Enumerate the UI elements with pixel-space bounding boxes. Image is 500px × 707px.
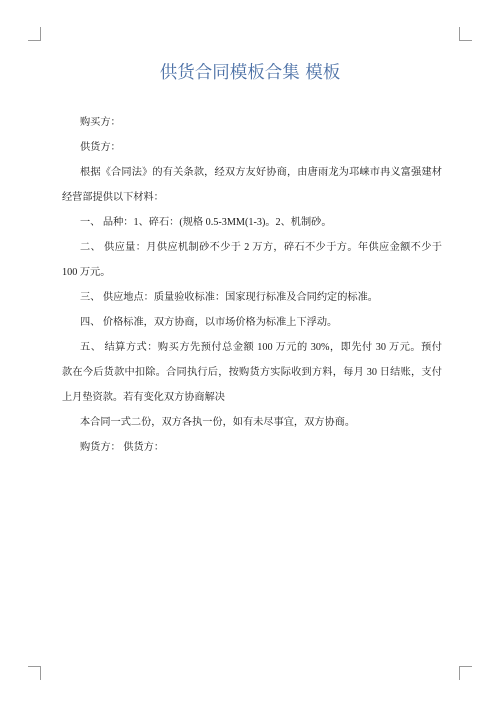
paragraph-line: 供货方：	[80, 142, 121, 153]
crop-mark-top-right-horizontal	[459, 40, 472, 41]
crop-mark-bottom-left-vertical	[40, 666, 41, 680]
clause-5-settlement	[62, 335, 442, 410]
paragraph-line: 款在今后货款中扣除。合同执行后，按购货方实际收到方料，每月 30 日结账，支付	[62, 367, 442, 378]
paragraph-line: 三、 供应地点：质量验收标准：国家现行标准及合同约定的标准。	[80, 292, 378, 303]
crop-mark-bottom-left-horizontal	[28, 666, 41, 667]
signature-line	[62, 435, 442, 460]
paragraph-line: 二、 供应量：月供应机制砂不少于 2 万方，碎石不少于方。年供应金额不少于	[80, 242, 442, 253]
paragraph-line: 根据《合同法》的有关条款，经双方友好协商，由唐雨龙为邛崃市冉义富强建材	[80, 167, 442, 178]
crop-mark-top-left-vertical	[40, 27, 41, 41]
clause-1-variety	[62, 210, 442, 235]
paragraph-line: 购买方：	[80, 117, 121, 128]
crop-mark-top-right-vertical	[459, 27, 460, 41]
paragraph-line: 购货方： 供货方：	[80, 442, 165, 453]
clause-3-supply-location	[62, 285, 442, 310]
clause-2-supply-quantity	[62, 235, 442, 285]
preamble-paragraph	[62, 160, 442, 210]
crop-mark-bottom-right-vertical	[459, 666, 460, 680]
crop-mark-top-left-horizontal	[28, 40, 41, 41]
copies-clause	[62, 410, 442, 435]
document-body	[62, 110, 442, 460]
paragraph-line: 经营部提供以下材料：	[62, 192, 164, 203]
crop-mark-bottom-right-horizontal	[459, 666, 472, 667]
paragraph-line: 五、 结算方式：购买方先预付总金额 100 万元的 30%，即先付 30 万元。预付	[80, 342, 442, 353]
paragraph-line: 四、 价格标准，双方协商，以市场价格为标准上下浮动。	[80, 317, 338, 328]
paragraph-line: 一、 品种：1、碎石：(规格 0.5-3MM(1-3)。2、机制砂。	[80, 217, 332, 228]
supplier-line	[62, 135, 442, 160]
paragraph-line: 上月垫资款。若有变化双方协商解决	[62, 392, 225, 403]
buyer-line	[62, 110, 442, 135]
document-title: 供货合同模板合集 模板	[159, 63, 341, 83]
paragraph-line: 100 万元。	[62, 267, 111, 278]
paragraph-line: 本合同一式二份，双方各执一份，如有未尽事宜，双方协商。	[80, 417, 356, 428]
clause-4-price-standard	[62, 310, 442, 335]
